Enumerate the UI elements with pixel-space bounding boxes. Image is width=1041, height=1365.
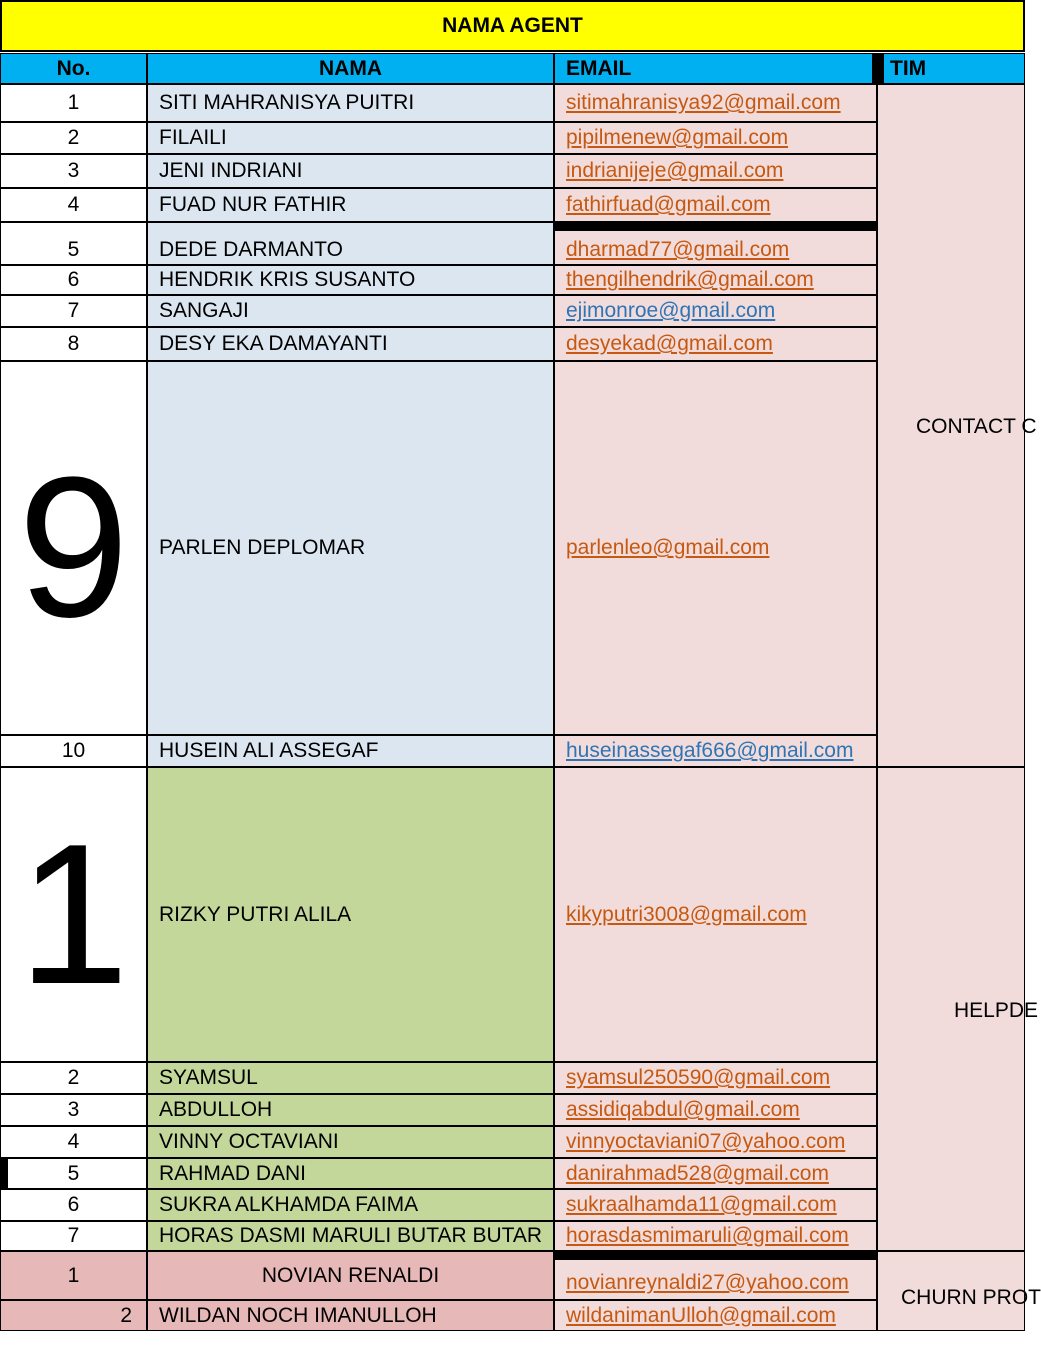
agent-email-cell[interactable] [554,265,877,295]
agent-email-cell[interactable] [554,1094,877,1126]
agent-email-link[interactable]: horasdasmimaruli@gmail.com [566,1224,849,1247]
agent-email-link[interactable]: parlenleo@gmail.com [566,536,770,559]
agent-email-cell[interactable] [554,1189,877,1221]
agent-email-cell[interactable] [554,154,877,188]
agent-name-cell[interactable]: SUKRA ALKHAMDA FAIMA [147,1189,554,1221]
agent-email-link[interactable]: huseinassegaf666@gmail.com [566,739,854,762]
header-tim[interactable]: TIM [883,53,1025,84]
row-number-cell[interactable]: 6 [0,1189,147,1221]
agent-email-link[interactable]: sukraalhamda11@gmail.com [566,1193,837,1216]
row-number-cell[interactable]: 1 [0,767,147,1062]
agent-name-cell[interactable]: RAHMAD DANI [147,1158,554,1189]
agent-name-cell[interactable]: ABDULLOH [147,1094,554,1126]
row-number-cell[interactable]: 4 [0,1126,147,1158]
agent-name-cell[interactable]: FILAILI [147,122,554,154]
agent-name-cell[interactable]: SYAMSUL [147,1062,554,1094]
agent-email-link[interactable]: wildanimanUlloh@gmail.com [566,1303,836,1327]
agent-email-link[interactable]: pipilmenew@gmail.com [566,126,789,149]
agent-email-cell[interactable] [554,361,877,735]
team-label-contact-center: CONTACT C [916,415,1037,438]
agent-name-cell[interactable]: HUSEIN ALI ASSEGAF [147,735,554,767]
row-number-cell[interactable]: 1 [0,1251,147,1300]
row-number-cell[interactable]: 2 [0,1062,147,1094]
row-border-thick [554,222,877,231]
agent-name-cell[interactable]: HORAS DASMI MARULI BUTAR BUTAR [147,1221,554,1251]
agent-email-link[interactable]: sitimahranisya92@gmail.com [566,91,841,114]
agent-email-cell[interactable] [554,188,877,222]
row-number-cell[interactable]: 2 [0,1300,147,1331]
agent-name-cell[interactable]: VINNY OCTAVIANI [147,1126,554,1158]
agent-name-cell[interactable]: HENDRIK KRIS SUSANTO [147,265,554,295]
agent-name-cell[interactable]: JENI INDRIANI [147,154,554,188]
agent-email-cell[interactable] [554,295,877,327]
agent-email-cell[interactable] [554,1126,877,1158]
agent-name-cell[interactable]: PARLEN DEPLOMAR [147,361,554,735]
agent-email-cell[interactable] [554,1221,877,1251]
row-number-cell[interactable]: 1 [0,84,147,122]
agent-email-cell[interactable] [554,735,877,767]
row-number-cell[interactable]: 3 [0,154,147,188]
agent-email-link[interactable]: assidiqabdul@gmail.com [566,1098,800,1121]
row-number-cell[interactable]: 5 [0,1158,147,1189]
agent-email-link[interactable]: vinnyoctaviani07@yahoo.com [566,1130,846,1153]
row-number-cell[interactable]: 7 [0,295,147,327]
agent-email-link[interactable]: thengilhendrik@gmail.com [566,268,814,291]
row-number-cell[interactable]: 8 [0,327,147,361]
row-border-thick [554,1251,877,1260]
agent-email-link[interactable]: novianreynaldi27@yahoo.com [566,1271,849,1294]
agent-name-cell[interactable]: RIZKY PUTRI ALILA [147,767,554,1062]
team-label-churn-protection: CHURN PROT [901,1286,1041,1309]
row-number-cell[interactable]: 5 [0,222,147,265]
agent-email-cell[interactable] [554,1300,877,1331]
team-cell-contact-center[interactable] [877,84,1037,767]
row-number-cell[interactable]: 3 [0,1094,147,1126]
row-number-cell[interactable]: 4 [0,188,147,222]
agent-email-link[interactable]: danirahmad528@gmail.com [566,1161,829,1185]
agent-email-cell[interactable] [554,327,877,361]
agent-name-cell[interactable]: DEDE DARMANTO [147,222,554,265]
agent-name-cell[interactable]: FUAD NUR FATHIR [147,188,554,222]
agent-email-cell[interactable] [554,1062,877,1094]
row-number-cell[interactable]: 10 [0,735,147,767]
agent-email-link[interactable]: fathirfuad@gmail.com [566,193,771,216]
team-cell-churn-protection[interactable] [877,1251,1041,1331]
header-no[interactable]: No. [0,53,147,84]
row-number-cell[interactable]: 7 [0,1221,147,1251]
agent-name-cell[interactable]: DESY EKA DAMAYANTI [147,327,554,361]
row-marker [0,1158,8,1189]
agent-email-link[interactable]: dharmad77@gmail.com [566,238,790,261]
header-email[interactable]: EMAIL [554,53,873,84]
header-nama[interactable]: NAMA [147,53,554,84]
agent-email-link[interactable]: syamsul250590@gmail.com [566,1066,831,1089]
agent-email-link[interactable]: ejimonroe@gmail.com [566,299,776,322]
row-number-cell[interactable]: 9 [0,361,147,735]
agent-email-cell[interactable] [554,84,877,122]
agent-email-link[interactable]: kikyputri3008@gmail.com [566,902,807,926]
agent-email-link[interactable]: desyekad@gmail.com [566,332,773,355]
agent-name-cell[interactable]: WILDAN NOCH IMANULLOH [147,1300,554,1331]
agent-email-cell[interactable] [554,122,877,154]
agent-name-cell[interactable]: SITI MAHRANISYA PUITRI [147,84,554,122]
sheet-title-banner [0,0,1025,52]
team-label-helpdesk: HELPDE [954,999,1039,1022]
agent-email-cell[interactable] [554,1158,877,1189]
agent-name-cell[interactable]: NOVIAN RENALDI [147,1251,554,1300]
agent-name-cell[interactable]: SANGAJI [147,295,554,327]
agent-email-link[interactable]: indrianijeje@gmail.com [566,159,784,182]
team-cell-helpdesk[interactable] [877,767,1039,1251]
row-number-cell[interactable]: 6 [0,265,147,295]
sheet-title: NAMA AGENT [442,14,583,37]
header-divider [873,53,883,84]
row-number-cell[interactable]: 2 [0,122,147,154]
agent-email-cell[interactable] [554,767,877,1062]
